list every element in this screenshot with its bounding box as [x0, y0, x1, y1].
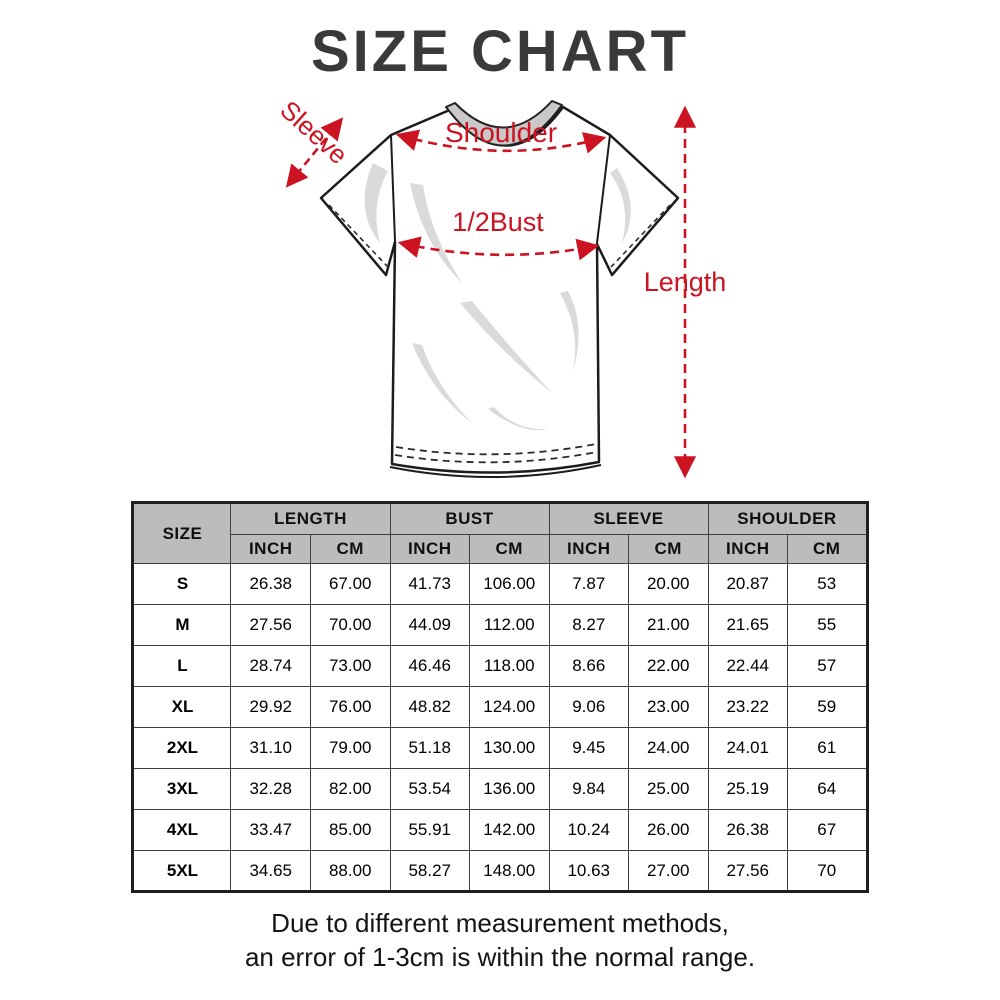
value-cell: 29.92: [231, 687, 311, 728]
table-row: [133, 646, 867, 687]
value-cell: 26.38: [708, 810, 788, 851]
value-cell: 10.63: [549, 851, 629, 892]
value-cell: 41.73: [390, 564, 470, 605]
value-cell: 142.00: [470, 810, 550, 851]
col-header-sleeve-cm: CM: [629, 535, 709, 564]
value-cell: 34.65: [231, 851, 311, 892]
value-cell: 25.00: [629, 769, 709, 810]
value-cell: 44.09: [390, 605, 470, 646]
value-cell: 58.27: [390, 851, 470, 892]
table-row: [133, 851, 867, 892]
size-table: [131, 501, 868, 893]
value-cell: 55.91: [390, 810, 470, 851]
value-cell: 59: [788, 687, 868, 728]
value-cell: 22.44: [708, 646, 788, 687]
value-cell: 28.74: [231, 646, 311, 687]
table-row: [133, 564, 867, 605]
col-header-length-cm: CM: [310, 535, 390, 564]
col-header-sleeve-inch: INCH: [549, 535, 629, 564]
value-cell: 22.00: [629, 646, 709, 687]
value-cell: 21.65: [708, 605, 788, 646]
value-cell: 136.00: [470, 769, 550, 810]
value-cell: 88.00: [310, 851, 390, 892]
tshirt-measurement-diagram: [260, 91, 740, 493]
size-cell: 5XL: [133, 851, 231, 892]
value-cell: 8.66: [549, 646, 629, 687]
col-header-size: SIZE: [133, 503, 231, 564]
value-cell: 20.00: [629, 564, 709, 605]
value-cell: 70.00: [310, 605, 390, 646]
col-header-shoulder-cm: CM: [788, 535, 868, 564]
value-cell: 106.00: [470, 564, 550, 605]
value-cell: 57: [788, 646, 868, 687]
size-cell: S: [133, 564, 231, 605]
col-group-length: LENGTH: [231, 503, 390, 535]
col-group-sleeve: SLEEVE: [549, 503, 708, 535]
value-cell: 53.54: [390, 769, 470, 810]
table-row: [133, 728, 867, 769]
page-title: SIZE CHART: [311, 19, 689, 84]
value-cell: 9.84: [549, 769, 629, 810]
value-cell: 79.00: [310, 728, 390, 769]
value-cell: 31.10: [231, 728, 311, 769]
measurement-note-line1: Due to different measurement methods,: [271, 908, 729, 938]
value-cell: 46.46: [390, 646, 470, 687]
value-cell: 67.00: [310, 564, 390, 605]
value-cell: 33.47: [231, 810, 311, 851]
col-group-bust: BUST: [390, 503, 549, 535]
value-cell: 21.00: [629, 605, 709, 646]
value-cell: 27.56: [708, 851, 788, 892]
value-cell: 23.00: [629, 687, 709, 728]
value-cell: 76.00: [310, 687, 390, 728]
bust-label: 1/2Bust: [452, 207, 544, 237]
table-row: [133, 769, 867, 810]
table-row: [133, 605, 867, 646]
group-header-row: [133, 503, 867, 535]
tshirt-outline: [321, 107, 678, 473]
value-cell: 55: [788, 605, 868, 646]
measurement-note-line2: an error of 1-3cm is within the normal range.: [244, 941, 756, 972]
value-cell: 27.00: [629, 851, 709, 892]
value-cell: 24.01: [708, 728, 788, 769]
col-header-shoulder-inch: INCH: [708, 535, 788, 564]
value-cell: 112.00: [470, 605, 550, 646]
unit-header-row: [133, 535, 867, 564]
value-cell: 48.82: [390, 687, 470, 728]
size-table-header: [133, 503, 867, 564]
table-row: [133, 810, 867, 851]
tshirt-diagram-svg: [260, 91, 740, 493]
value-cell: 51.18: [390, 728, 470, 769]
size-cell: M: [133, 605, 231, 646]
value-cell: 8.27: [549, 605, 629, 646]
value-cell: 124.00: [470, 687, 550, 728]
table-row: [133, 687, 867, 728]
value-cell: 73.00: [310, 646, 390, 687]
value-cell: 67: [788, 810, 868, 851]
value-cell: 82.00: [310, 769, 390, 810]
value-cell: 130.00: [470, 728, 550, 769]
size-cell: XL: [133, 687, 231, 728]
size-cell: 3XL: [133, 769, 231, 810]
value-cell: 26.38: [231, 564, 311, 605]
value-cell: 25.19: [708, 769, 788, 810]
value-cell: 53: [788, 564, 868, 605]
size-cell: 2XL: [133, 728, 231, 769]
col-header-length-inch: INCH: [231, 535, 311, 564]
value-cell: 7.87: [549, 564, 629, 605]
value-cell: 148.00: [470, 851, 550, 892]
value-cell: 118.00: [470, 646, 550, 687]
size-cell: 4XL: [133, 810, 231, 851]
value-cell: 10.24: [549, 810, 629, 851]
value-cell: 32.28: [231, 769, 311, 810]
length-label: Length: [643, 267, 727, 297]
col-header-bust-cm: CM: [470, 535, 550, 564]
value-cell: 70: [788, 851, 868, 892]
value-cell: 23.22: [708, 687, 788, 728]
col-group-shoulder: SHOULDER: [708, 503, 867, 535]
value-cell: 61: [788, 728, 868, 769]
value-cell: 24.00: [629, 728, 709, 769]
sleeve-label: Sleeve: [274, 94, 354, 171]
shoulder-label: Shoulder: [444, 117, 558, 148]
value-cell: 9.45: [549, 728, 629, 769]
size-table-body: [133, 564, 867, 892]
size-cell: L: [133, 646, 231, 687]
value-cell: 9.06: [549, 687, 629, 728]
value-cell: 85.00: [310, 810, 390, 851]
value-cell: 20.87: [708, 564, 788, 605]
value-cell: 27.56: [231, 605, 311, 646]
value-cell: 26.00: [629, 810, 709, 851]
col-header-bust-inch: INCH: [390, 535, 470, 564]
value-cell: 64: [788, 769, 868, 810]
